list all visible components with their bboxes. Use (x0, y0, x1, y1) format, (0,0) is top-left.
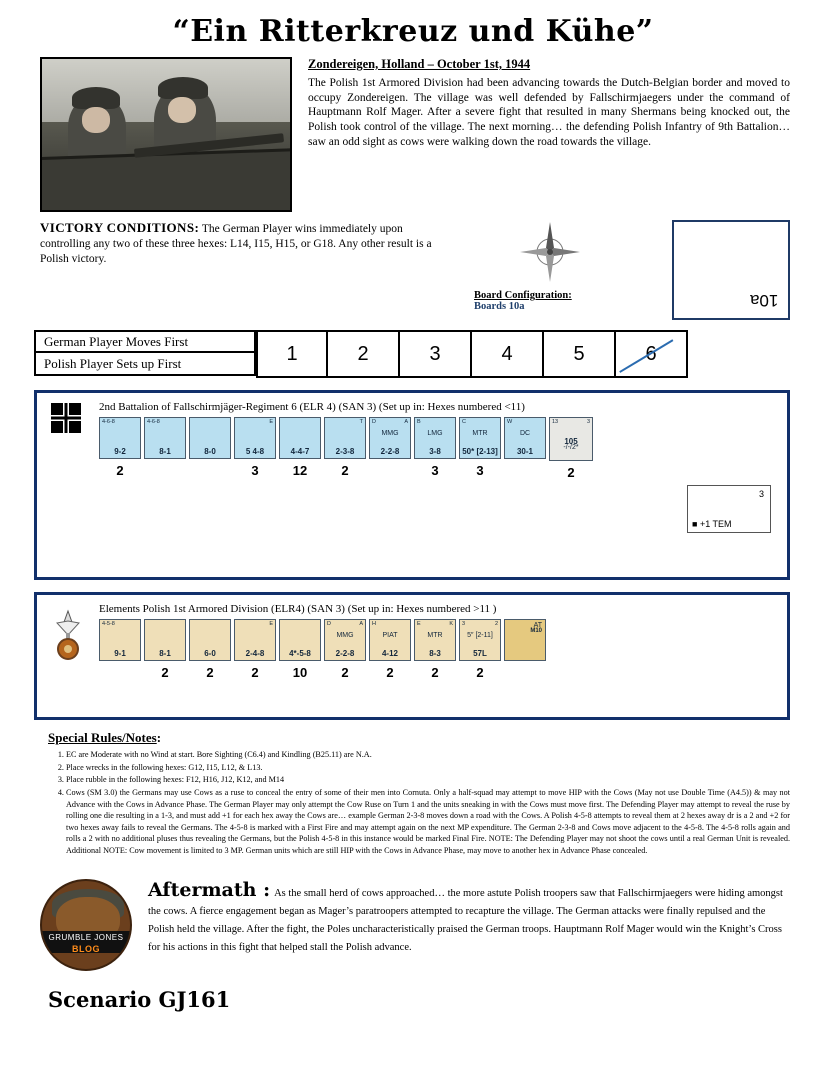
counter-qty: 2 (431, 665, 439, 680)
counter-qty: 2 (341, 665, 349, 680)
briefing-text-block (308, 57, 790, 212)
counter-group (369, 619, 411, 680)
special-rule-item: 4. Cows (SM 3.0) the Germans may use Cows as a ruse to conceal the entry of some of their men into Cornuta. Only a half-squad may attempt to move HIP with the Cows (May not use Double Time (A4.5)) & may not Advance with the Cows in Advance Phase. The German Player may only attempt the Cow Ruse on Turn 1 and the units sneaking in with the Cows must move first. The Defending Player may attempt to reveal the ruse by rolling one die resulting in a 1-3, and must add +1 for each hex away the Cows are… example German 2-3-8 moves down a road with the Cows. A Polish 4-5-8 attempts to reveal them at 2 hexes away dr is a 2 and +2 for two hexes away fails to reveal the Germans. The 4-5-8 is marked with a First Fire and may attempt again on the next MP expenditure. The German 2-3-8 and Cows move adjacent to the 4-5-8. The 4-5-8 rolls again and rolls a 2 with no additional pluses thus revealing the Germans, but the Polish 4-5-8 in this instance would be marked Final Fire. NOTE: The Defending Player may not shoot the cows until a real German Unit is revealed. Additional NOTE: Cow movement is limited to 3 MP. German units which are still HIP with the Cows in Advance Phase, may move to another hex in Advance Phase concealed. (66, 787, 790, 857)
counter-group (504, 417, 546, 463)
counter-group (99, 619, 141, 665)
briefing-section (0, 57, 826, 212)
page-title: “Ein Ritterkreuz und Kühe” (172, 14, 654, 49)
counter-qty: 10 (292, 665, 308, 680)
polish-counter-row (99, 619, 777, 680)
counter-qty: 2 (251, 665, 259, 680)
turn-cell-2: 2 (328, 330, 400, 378)
counter-qty: 2 (476, 665, 484, 680)
polish-eagle-icon (49, 609, 87, 661)
counter[interactable]: AT M10 (504, 619, 546, 661)
compass-and-board-config (460, 220, 640, 312)
counter[interactable]: D A MMG 2-2-8 (324, 619, 366, 661)
counter[interactable]: H PIAT 4-12 (369, 619, 411, 661)
board-configuration (460, 290, 640, 312)
turn-cells (256, 330, 688, 378)
turn-cell-3: 3 (400, 330, 472, 378)
counter-group (549, 417, 593, 480)
counter-group (414, 619, 456, 680)
scenario-id: Scenario GJ161 (48, 986, 231, 1012)
counter[interactable]: T 2-3-8 (324, 417, 366, 459)
counter-group (459, 619, 501, 680)
counter-group (189, 417, 231, 463)
counter-group (144, 417, 186, 463)
cow-count: 3 (758, 489, 764, 499)
special-rule-item: 2. Place wrecks in the following hexes: G12, I15, L12, & L13. (66, 762, 790, 774)
counter[interactable]: E 2-4-8 (234, 619, 276, 661)
german-order-of-battle (34, 390, 790, 580)
counter[interactable]: D A MMG 2-2-8 (369, 417, 411, 459)
polish-order-of-battle (34, 592, 790, 720)
counter-group (144, 619, 186, 680)
counter[interactable]: E 5 4-8 (234, 417, 276, 459)
aftermath-title: Aftermath : (148, 878, 271, 901)
special-rules-list (48, 749, 790, 857)
board-config-value: Boards 10a (474, 301, 525, 312)
counter[interactable]: 8-1 (144, 619, 186, 661)
historical-photo (40, 57, 292, 212)
cow-tem-label: ■ +1 TEM (692, 519, 732, 529)
counter-qty: 3 (431, 463, 439, 478)
logo-line-2: BLOG (72, 943, 100, 954)
counter-group (369, 417, 411, 463)
victory-conditions-label: VICTORY CONDITIONS: (40, 220, 200, 235)
aftermath-text (148, 879, 790, 956)
counter-group (459, 417, 501, 478)
counter[interactable]: 4-6-8 9-2 (99, 417, 141, 459)
board-config-label: Board Configuration: (474, 290, 572, 301)
aftermath-body: As the small herd of cows approached… the more astute Polish troopers saw that Fallschirmjaegers were hiding amongst the cows. A fierce engagement began as Mager’s paratroopers attempted to recapture the village. The German attacks were finally repulsed and the Polish held the village. After the fight, the Poles uncharacteristically praised the German troops. Hauptmann Rolf Mager would win the Knight’s Cross for his actions in this fight that helped stall the Polish advance. (148, 887, 783, 954)
turn-cell-1: 1 (256, 330, 328, 378)
german-counter-row (99, 417, 777, 480)
counter[interactable]: 3 2 5″ [2-11] 57L (459, 619, 501, 661)
counter[interactable]: B LMG 3-8 (414, 417, 456, 459)
cow-counter[interactable] (687, 485, 771, 533)
scenario-card (0, 14, 826, 1070)
counter-group (189, 619, 231, 680)
balkenkreuz-icon (51, 403, 81, 433)
counter[interactable]: E K MTR 8-3 (414, 619, 456, 661)
counter[interactable]: 4-5-8 9-1 (99, 619, 141, 661)
first-setup-row: Polish Player Sets up First (34, 353, 256, 376)
counter[interactable]: 4-6-8 8-1 (144, 417, 186, 459)
first-move-row: German Player Moves First (34, 330, 256, 353)
compass-rose-icon (518, 220, 582, 284)
counter[interactable]: C MTR 50* [2-13] (459, 417, 501, 459)
polish-ob-header: Elements Polish 1st Armored Division (ELR4) (SAN 3) (Set up in: Hexes numbered >11 ) (99, 603, 497, 615)
counter-group (279, 417, 321, 478)
german-ob-header: 2nd Battalion of Fallschirmjäger-Regiment 6 (ELR 4) (SAN 3) (Set up in: Hexes numbered <11) (99, 401, 525, 413)
counter[interactable]: 4-4-7 (279, 417, 321, 459)
counter-qty: 3 (251, 463, 259, 478)
counter-group (234, 619, 276, 680)
turn-record-track (0, 320, 826, 378)
special-rules-heading: Special Rules/Notes: (48, 730, 162, 745)
counter-qty: 2 (567, 465, 575, 480)
counter-qty: 3 (476, 463, 484, 478)
counter[interactable]: 4*-5-8 (279, 619, 321, 661)
counter-group (504, 619, 546, 665)
counter-qty: 2 (206, 665, 214, 680)
board-diagram (672, 220, 790, 320)
counter-qty: 2 (341, 463, 349, 478)
logo-line-1: GRUMBLE JONES (48, 932, 124, 942)
victory-and-board-section (0, 212, 826, 320)
briefing-body: The Polish 1st Armored Division had been advancing towards the Dutch-Belgian border and moved to occupy Zondereigen. The village was well defended by Fallschirmjaegers under the command of Hauptmann Rolf Mager. After a severe fight that resulted in many Shermans being knocked out, the Polish took control of the village. The next morning… the defending Polish Infantry of 9th Battalion… saw an odd sight as cows were walking down the road towards the village. (308, 77, 790, 148)
turn-cell-6: 6 (616, 330, 688, 378)
counter[interactable]: 6-0 (189, 619, 231, 661)
special-rule-item: 1. EC are Moderate with no Wind at start. Bore Sighting (C6.4) and Kindling (B25.11) are N.A. (66, 749, 790, 761)
victory-conditions-text: The German Player wins immediately upon controlling any two of these three hexes: L14, I15, H15, or G18. Any other result is a Polish victory. (40, 223, 432, 265)
counter-group (99, 417, 141, 478)
special-rules-section (48, 730, 790, 857)
setup-order-block (34, 330, 256, 378)
counter[interactable]: 8-0 (189, 417, 231, 459)
special-rule-item: 3. Place rubble in the following hexes: F12, H16, J12, K12, and M14 (66, 774, 790, 786)
counter-group (414, 417, 456, 478)
briefing-heading: Zondereigen, Holland – October 1st, 1944 (308, 57, 531, 71)
counter-qty: 2 (116, 463, 124, 478)
counter-group (279, 619, 321, 680)
counter-group (324, 619, 366, 680)
counter[interactable]: W DC 30-1 (504, 417, 546, 459)
counter-qty: 2 (386, 665, 394, 680)
counter-group (234, 417, 276, 478)
counter-qty: 12 (292, 463, 308, 478)
counter-group (324, 417, 366, 478)
board-number-label: 10a (749, 291, 778, 310)
victory-conditions (40, 220, 440, 267)
counter-qty: 2 (161, 665, 169, 680)
grumble-jones-logo (40, 879, 132, 971)
turn-cell-4: 4 (472, 330, 544, 378)
turn-cell-5: 5 (544, 330, 616, 378)
counter[interactable]: 13 3 -/-/2* 105 (549, 417, 593, 461)
aftermath-section (40, 879, 790, 971)
